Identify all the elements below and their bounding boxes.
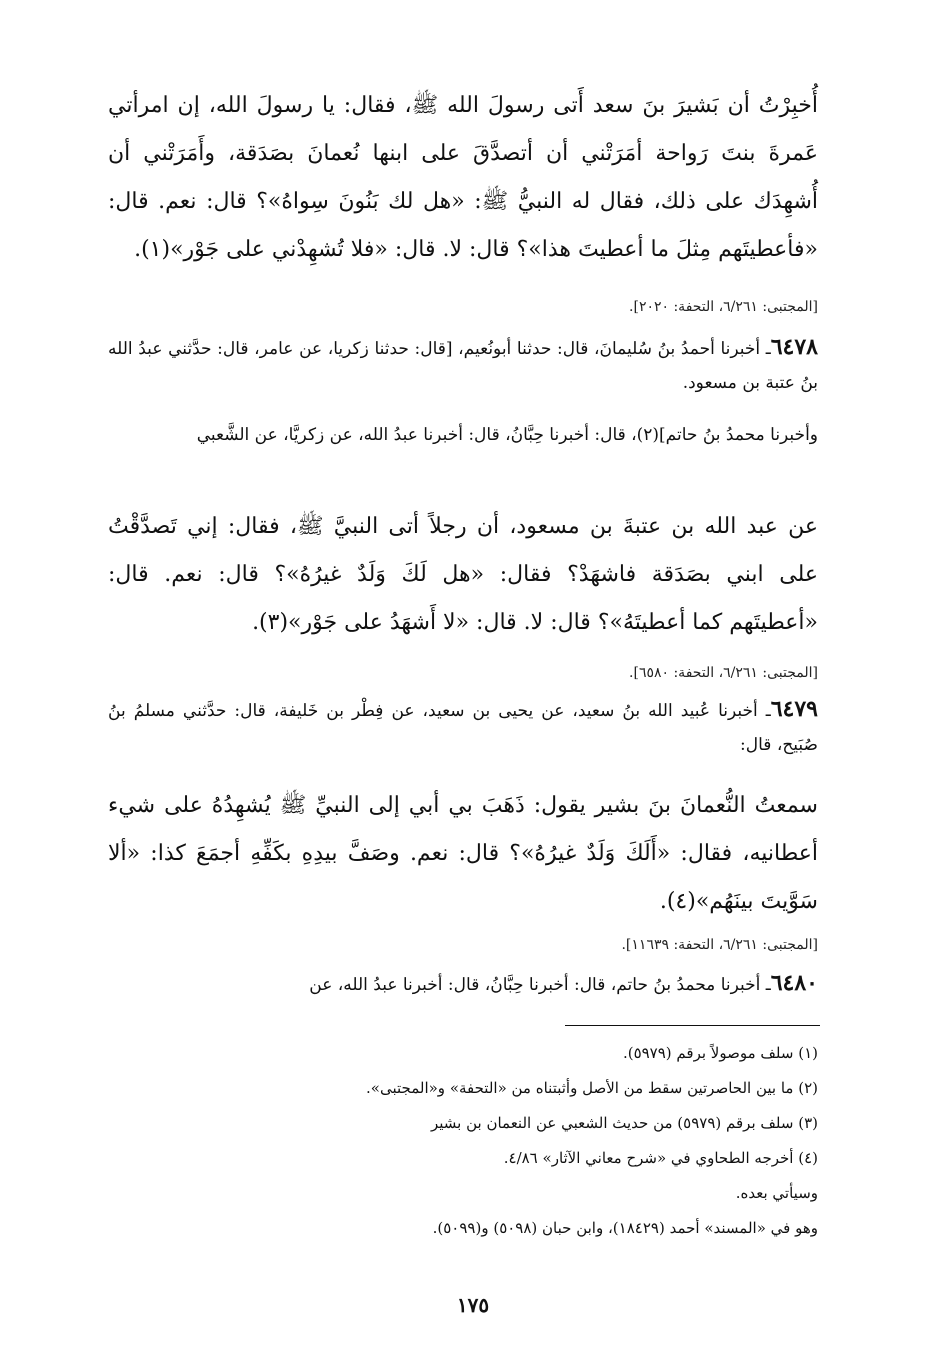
hadith-number-6480: ٦٤٨٠ (770, 970, 818, 996)
isnad-6479-text: ـ أخبرنا عُبيد الله بنُ سعيد، عن يحيى بن سعيد، عن فِطْر بن خَليفة، قال: حدَّثني مسلمُ بنُ صُبَيح، قال: (108, 701, 818, 755)
hadith-number-6478: ٦٤٧٨ (770, 334, 818, 360)
footnote-1: (١) سلف موصولاً برقم (٥٩٧٩). (622, 1044, 818, 1062)
hadith-number-6479: ٦٤٧٩ (770, 696, 818, 722)
hadith-text-2: عن عبد الله بن عتبةَ بن مسعود، أن رجلاً أتى النبيَّ ﷺ، فقال: إني تَصدَّقْتُ على ابني بصَدَقة فاشهَدْ؟ فقال: «هل لَكَ وَلَدٌ غيرُهُ»؟ قال: نعم. قال: «أعطيتَهم كما أعطيتَهُ»؟ قال: لا. قال: «لا أَشهَدُ على جَوْر»(٣). (108, 514, 818, 635)
hadith-6480-isnad (108, 966, 818, 1002)
hadith-text-3: سمعتُ النُّعمانَ بنَ بشير يقول: ذَهَبَ بي أبي إلى النبيِّ ﷺ يُشهِدُهُ على شيء أعطانيه، فقال: «أَلَكَ وَلَدٌ غيرُهُ»؟ قال: نعم. وصَفَّ بيدِهِ بكَفِّهِ أجمَعَ كذا: «ألا سَوَّيتَ بينَهُم»(٤). (108, 793, 818, 914)
isnad-6480-text: ـ أخبرنا محمدُ بنُ حاتم، قال: أخبرنا حِبَّانُ، قال: أخبرنا عبدُ الله، عن (309, 975, 771, 995)
page-number: ١٧٥ (456, 1293, 490, 1317)
reference-2: [المجتبى: ٦/٢٦١، التحفة: ٦٥٨٠]. (629, 665, 818, 681)
footnotes (108, 1036, 818, 1246)
footnote-4: (٤) أخرجه الطحاوي في «شرح معاني الآثار» ٤/٨٦. (503, 1149, 818, 1167)
footnote-separator (565, 1025, 820, 1026)
hadith-6478-isnad-2: وأخبرنا محمدُ بنُ حاتم](٢)، قال: أخبرنا حِبَّانُ، قال: أخبرنا عبدُ الله، عن زكريَّا، عن الشَّعبي (196, 425, 818, 445)
isnad-6478-text: ـ أخبرنا أحمدُ بنُ سُليمانَ، قال: حدثنا أبونُعيم، [قال: حدثنا زكريا، عن عامر، قال: حدَّثني عبدُ الله بنُ عتبة بن مسعود. (108, 339, 818, 393)
footnote-4-cont-2: وهو في «المسند» أحمد (١٨٤٢٩)، وابن حبان (٥٠٩٨) و(٥٠٩٩). (432, 1219, 818, 1237)
hadith-6479-isnad (108, 692, 818, 762)
reference-1: [المجتبى: ٦/٢٦١، التحفة: ٢٠٢٠]. (629, 299, 818, 315)
hadith-6478-isnad (108, 330, 818, 400)
footnote-3: (٣) سلف برقم (٥٩٧٩) من حديث الشعبي عن النعمان بن بشير (430, 1114, 818, 1132)
footnote-2: (٢) ما بين الحاصرتين سقط من الأصل وأثبتناه من «التحفة» و«المجتبى». (366, 1079, 818, 1097)
hadith-text-1: أُخبِرْتُ أن بَشيرَ بنَ سعد أَتى رسولَ الله ﷺ، فقال: يا رسولَ الله، إن امرأتي عَمرةَ بنتَ رَواحة أمَرَتْني أن أتصدَّقَ على ابنها نُعمانَ بصَدَقة، وأَمَرَتْني أن أُشهِدَك على ذلك، فقال له النبيُّ ﷺ: «هل لك بَنُونَ سِواهُ»؟ قال: نعم. قال: «فأعطيتَهم مِثلَ ما أعطيتَ هذا»؟ قال: لا. قال: «فلا تُشهِدْني على جَوْر»(١). (108, 93, 818, 262)
footnote-4-cont-1: وسيأتي بعده. (735, 1184, 818, 1202)
reference-3: [المجتبى: ٦/٢٦١، التحفة: ١١٦٣٩]. (621, 937, 818, 953)
